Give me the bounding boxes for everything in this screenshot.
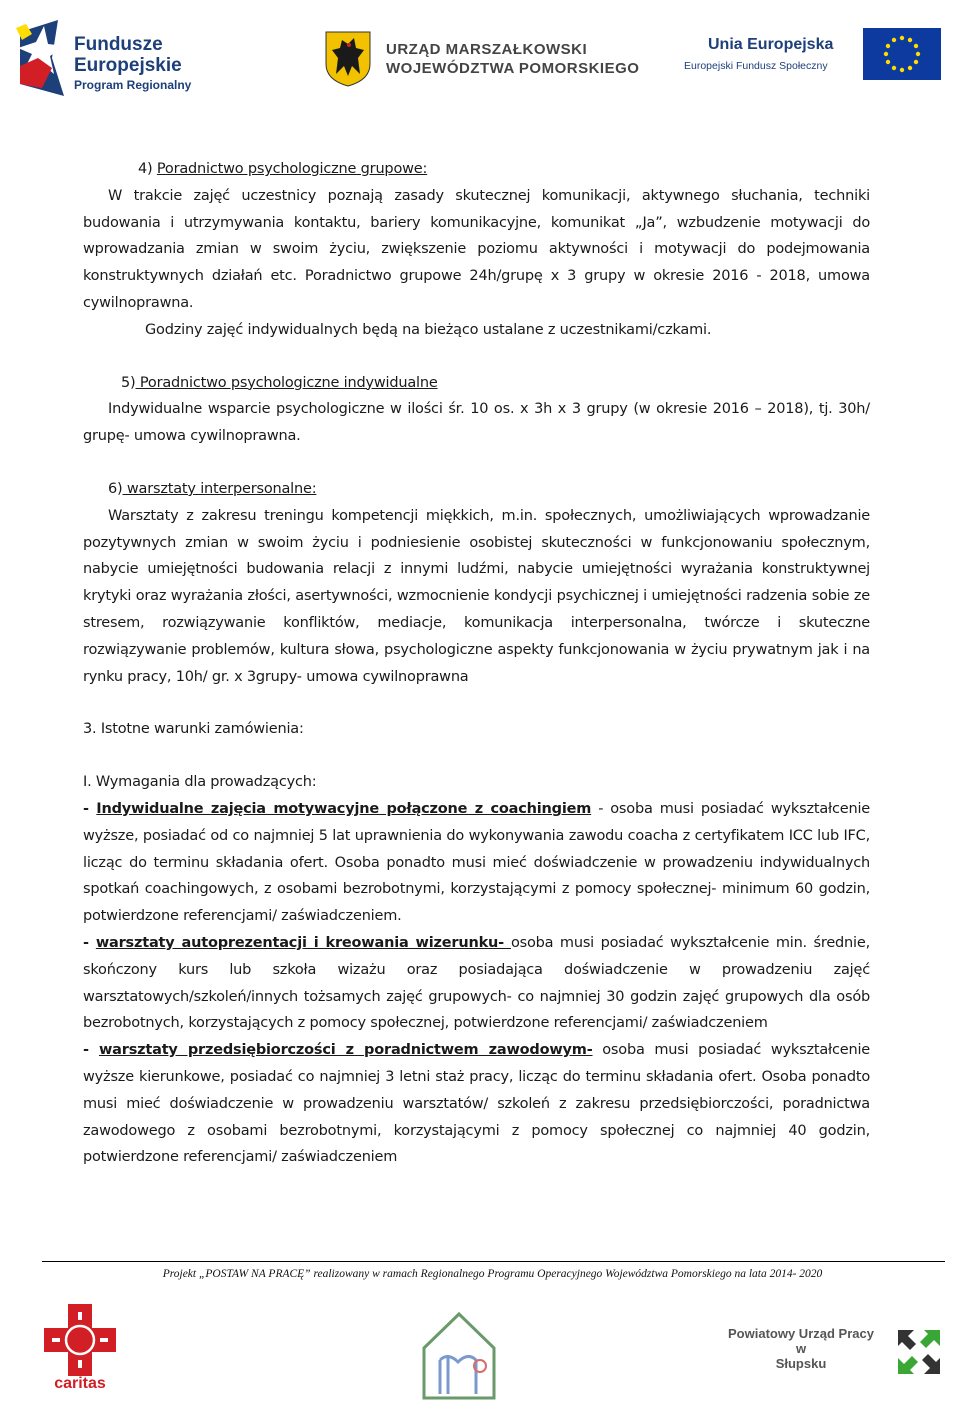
fe-logo-subtitle: Program Regionalny (74, 78, 192, 92)
section-4-paragraph: W trakcie zajęć uczestnicy poznają zasady skutecznej komunikacji, aktywnego słuchania, techniki budowania i utrzymywania kontaktu, bariery komunikacyjne, komunikat „Ja”, wzbudzenie motywacji do wprowadzania zmian w swoim życiu, zwiększenie poziomu aktywności i motywacji do podejmowania konstruktywnych działań etc. Poradnictwo grupowe 24h/grupę x 3 grupy w okresie 2016 - 2018, umowa cywilnoprawna. (83, 187, 870, 311)
unia-europejska-logo (680, 28, 945, 88)
requirement-item: - warsztaty przedsiębiorczości z poradnictwem zawodowym- osoba musi posiadać wykształcenie wyższe kierunkowe, posiadać co najmniej 3 letni staż pracy, licząc do terminu składania ofert. Osoba ponadto musi mieć doświadczenie w prowadzeniu warsztatów/ szkoleń z zakresu przedsiębiorczości, poradnictwa zawodowego z osobami bezrobotnymi, korzystającymi z pomocy społecznej co najmniej 40 godzin, potwierdzone referencjami/ zaświadczeniem (83, 1042, 870, 1166)
footer-divider (42, 1261, 945, 1262)
section-6-heading: 6) warsztaty interpersonalne: (108, 480, 317, 497)
fe-logo-title: Fundusze Europejskie (74, 34, 182, 76)
header-logos (0, 0, 960, 120)
section-4-heading: 4) Poradnictwo psychologiczne grupowe: (138, 161, 428, 177)
footer-project-note: Projekt „POSTAW NA PRACĘ” realizowany w ramach Regionalnego Programu Operacyjnego Województwa Pomorskiego na lata 2014- 2020 (162, 1268, 823, 1280)
requirements-heading: I. Wymagania dla prowadzących: (83, 774, 317, 791)
section-4-note: Godziny zajęć indywidualnych będą na bieżąco ustalane z uczestnikami/czkami. (145, 321, 712, 338)
caritas-cross-icon (42, 1302, 118, 1378)
urzad-marszalkowski-logo (322, 28, 642, 92)
section-5-heading: 5) Poradnictwo psychologiczne indywidualne (121, 374, 438, 391)
requirement-item: - Indywidualne zajęcia motywacyjne połączone z coachingiem - osoba musi posiadać wykształcenie wyższe, posiadać od co najmniej 5 lat uprawnienia do wykonywania zawodu coacha z certyfikatem ICC lub IFC, licząc do terminu składania ofert. Osoba ponadto musi mieć doświadczenie w prowadzeniu indywidualnych spotkań coachingowych, z osobami bezrobotnymi, korzystającymi z pomocy społecznej- minimum 60 godzin, potwierdzone referencjami/ zaświadczeniem. (83, 800, 870, 925)
document-body (83, 156, 870, 1171)
pomorskie-griffin-icon (322, 28, 374, 88)
caritas-logo (42, 1302, 118, 1398)
eu-flag-icon (863, 28, 941, 80)
um-logo-text: URZĄD MARSZAŁKOWSKI WOJEWÓDZTWA POMORSKIEGO (386, 41, 640, 77)
fundusze-europejskie-logo (14, 18, 214, 104)
section-5-paragraph: Indywidualne wsparcie psychologiczne w ilości śr. 10 os. x 3h x 3 grupy (w okresie 2016 – 2018), tj. 30h/ grupę- umowa cywilnoprawna. (83, 401, 870, 445)
mops-logo (418, 1308, 500, 1403)
section-6-paragraph: Warsztaty z zakresu treningu kompetencji miękkich, m.in. społecznych, umożliwiających wprowadzanie pozytywnych zmian w swoim życiu i podniesienie osobistej skuteczności w funkcjonowaniu społecznym, nabycie umiejętności budowania relacji z innymi ludźmi, nabycie umiejętności wyrażania konstruktywnej krytyki oraz wyrażania złości, asertywności, wzmocnienie kondycji psychicznej i umiejętności radzenia sobie ze stresem, rozwiązywanie konfliktów, mediacje, komunikacja interpersonalna, twórcze i skuteczne rozwiązywanie problemów, kultura słowa, psychologiczne aspekty funkcjonowania w życiu prywatnym jak i na rynku pracy, 10h/ gr. x 3grupy- umowa cywilnoprawna (83, 507, 870, 685)
section-3-heading: 3. Istotne warunki zamówienia: (83, 721, 304, 738)
eu-logo-subtitle: Europejski Fundusz Społeczny (684, 60, 828, 72)
eu-logo-title: Unia Europejska (708, 36, 834, 53)
fe-star-icon (14, 18, 70, 98)
pup-slupsk-logo (712, 1322, 947, 1382)
caritas-wordmark: caritas (54, 1375, 106, 1392)
mops-house-icon (418, 1308, 500, 1403)
requirement-item: - warsztaty autoprezentacji i kreowania wizerunku- osoba musi posiadać wykształcenie min. średnie, skończony kurs lub szkoła wizażu oraz posiadająca doświadczenie w prowadzeniu zajęć warsztatowych/szkoleń/innych tożsamych zajęć grupowych- co najmniej 30 godzin zajęć grupowych dla osób bezrobotnych, korzystających z pomocy społecznej, potwierdzone referencjami/ zaświadczeniem (83, 934, 870, 1032)
pup-logo-text: Powiatowy Urząd Pracy w Słupsku (728, 1326, 874, 1371)
pup-arrows-icon (894, 1326, 944, 1378)
